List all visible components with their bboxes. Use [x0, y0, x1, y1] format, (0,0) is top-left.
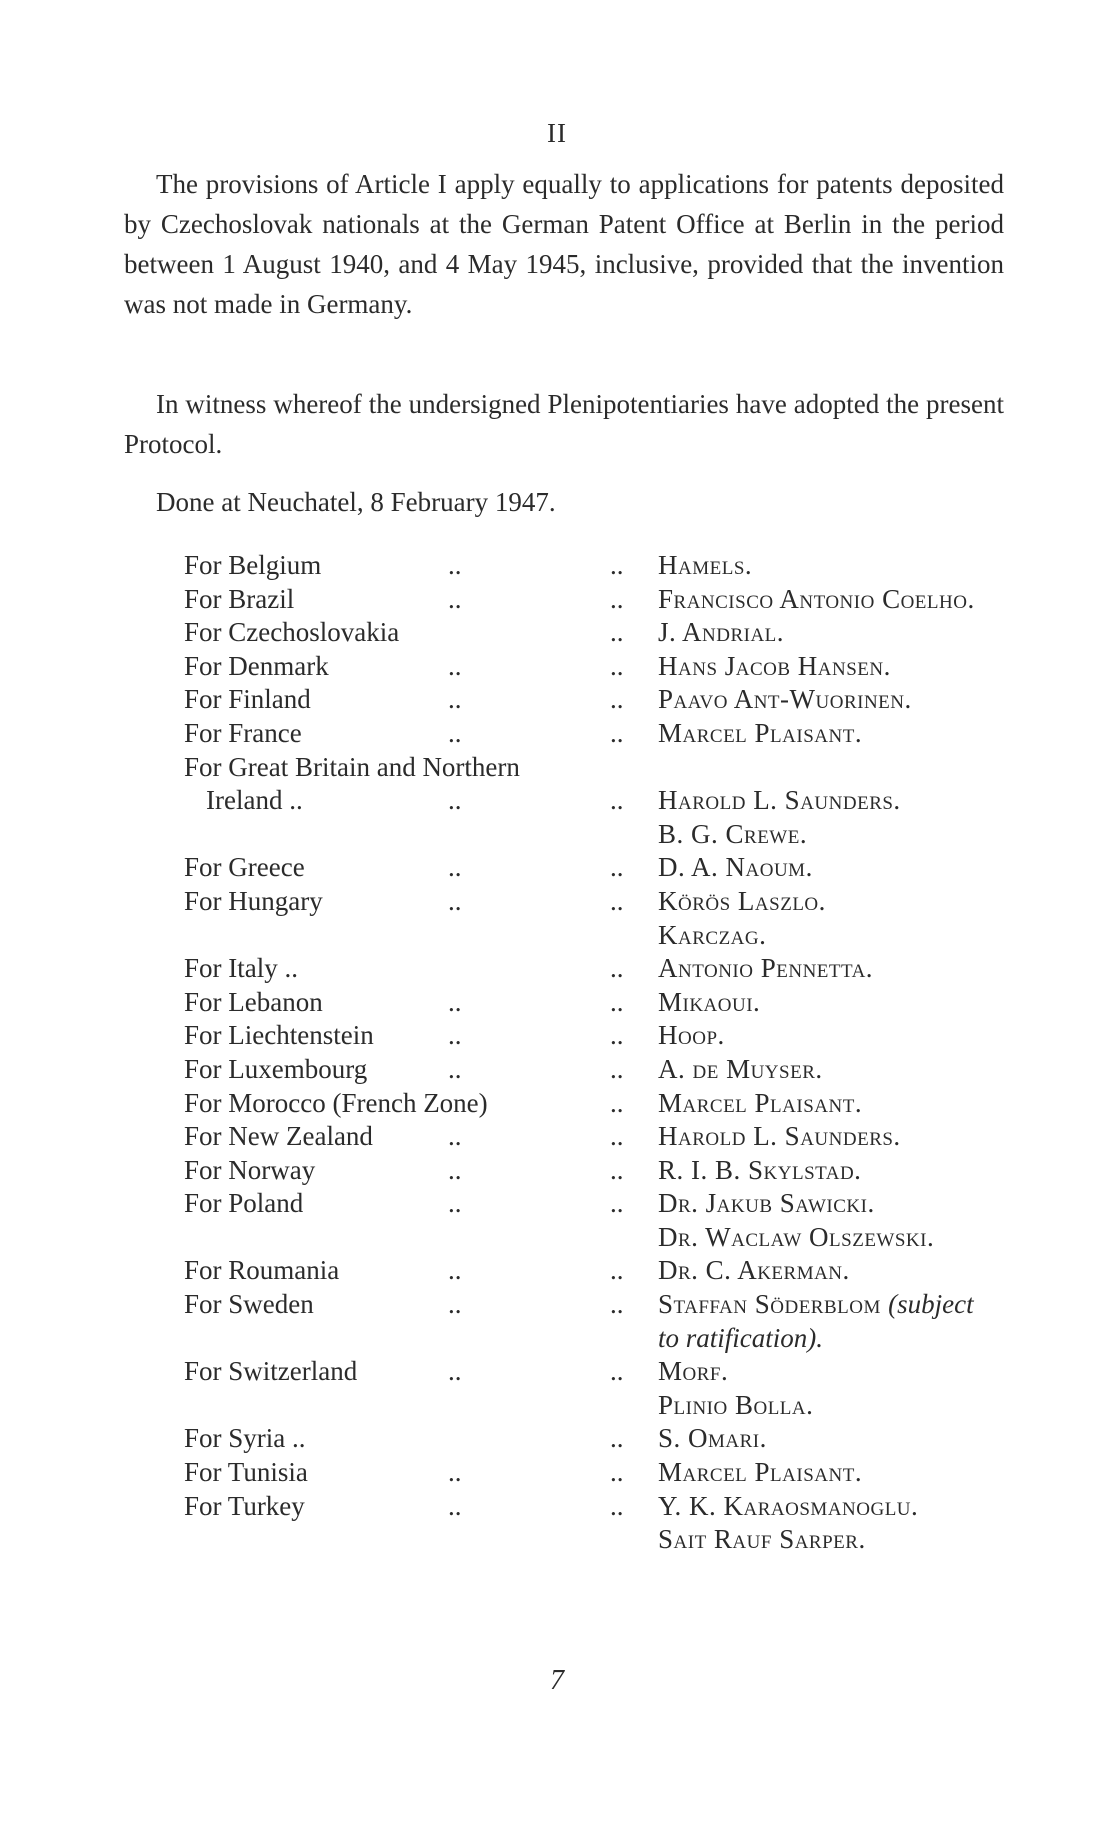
leader-dots: ..	[448, 550, 462, 580]
signatory-country	[184, 1087, 610, 1121]
leader-dots	[610, 1288, 658, 1322]
leader-dots-text: ..	[610, 617, 624, 648]
signatory-country	[184, 549, 610, 583]
signature-row	[184, 1087, 1014, 1121]
signatory-country	[184, 1355, 610, 1389]
country-name: For Luxembourg ..	[184, 1053, 610, 1087]
leader-dots: ..	[448, 1121, 462, 1152]
page-number: 7	[550, 1665, 564, 1696]
country-name: For New Zealand ..	[184, 1120, 610, 1154]
signature-row	[184, 549, 1014, 583]
leader-dots	[610, 650, 658, 684]
signer-name: Francisco Antonio Coelho.	[658, 583, 975, 614]
leader-dots: ..	[448, 1289, 462, 1320]
signature-row	[184, 1120, 1014, 1154]
signatory-country	[184, 1019, 610, 1053]
signatory-names	[658, 1254, 1014, 1288]
leader-dots: ..	[448, 684, 462, 715]
signature-row	[184, 616, 1014, 650]
signatory-country	[184, 717, 610, 751]
signatory-names	[658, 1490, 1014, 1557]
signature-row	[184, 851, 1014, 885]
leader-dots-text: ..	[610, 1121, 624, 1152]
signature-row	[184, 885, 1014, 952]
leader-dots	[610, 885, 658, 919]
signatures-list	[184, 549, 1014, 1557]
signatory-country	[184, 583, 610, 617]
country-name: For Tunisia ..	[184, 1456, 610, 1490]
signer-name: Harold L. Saunders.	[658, 1121, 901, 1152]
signature-row	[184, 583, 1014, 617]
signer-name: S. Omari.	[658, 1423, 767, 1454]
signer-name: Paavo Ant-Wuorinen.	[658, 684, 912, 715]
signature-row	[184, 1187, 1014, 1254]
signatory-names	[658, 717, 1014, 751]
country-name: For Norway ..	[184, 1154, 610, 1188]
signature-row	[184, 683, 1014, 717]
signatory-names	[658, 1187, 1014, 1254]
signatory-names	[658, 1019, 1014, 1053]
leader-dots-text: ..	[610, 1490, 624, 1521]
paragraph-done-at: Done at Neuchatel, 8 February 1947.	[156, 487, 556, 517]
country-name: For Syria ..	[184, 1423, 306, 1454]
signatory-names	[658, 1288, 1014, 1355]
leader-dots-text: ..	[610, 1188, 624, 1219]
signatory-names	[658, 583, 1014, 617]
leader-dots	[610, 1490, 658, 1524]
signatory-country	[184, 751, 610, 818]
signatory-country	[184, 1288, 610, 1322]
leader-dots	[610, 1422, 658, 1456]
leader-dots: ..	[448, 1356, 462, 1387]
leader-dots-text: ..	[610, 1087, 624, 1118]
paragraph-witness: In witness whereof the undersigned Plenipotentiaries have adopted the present Protocol.	[124, 389, 1004, 459]
signature-row	[184, 1355, 1014, 1422]
country-name: For Denmark ..	[184, 650, 610, 684]
leader-dots	[610, 1254, 658, 1288]
country-name: For Roumania ..	[184, 1254, 610, 1288]
signature-row	[184, 751, 1014, 852]
country-name: For Turkey ..	[184, 1490, 610, 1524]
signer-name: Dr. C. Akerman.	[658, 1255, 850, 1286]
leader-dots-text: ..	[610, 650, 624, 681]
signer-name: Antonio Pennetta.	[658, 953, 874, 984]
leader-dots-text: ..	[610, 684, 624, 715]
signatory-names	[658, 751, 1014, 852]
signatory-names	[658, 650, 1014, 684]
country-name: For Sweden ..	[184, 1288, 610, 1322]
country-name: For Czechoslovakia	[184, 617, 400, 648]
leader-dots: ..	[448, 583, 462, 614]
country-name: For Poland ..	[184, 1187, 610, 1221]
signer-name: J. Andrial.	[658, 617, 785, 648]
signatory-country	[184, 1187, 610, 1221]
country-name: For Belgium ..	[184, 549, 610, 583]
signatory-country	[184, 1154, 610, 1188]
leader-dots	[610, 1456, 658, 1490]
signer-name: Plinio Bolla.	[658, 1389, 814, 1420]
signature-row	[184, 1254, 1014, 1288]
signer-name: Hamels.	[658, 550, 753, 580]
leader-dots: ..	[448, 986, 462, 1017]
leader-dots-text: ..	[610, 1255, 624, 1286]
signatory-names	[658, 1355, 1014, 1422]
signatory-country	[184, 986, 610, 1020]
signer-name: Harold L. Saunders.	[658, 785, 901, 816]
signer-name: Körös Laszlo.	[658, 885, 826, 916]
signer-name: Y. K. Karaosmanoglu.	[658, 1490, 919, 1521]
signature-row	[184, 952, 1014, 986]
leader-dots-text: ..	[610, 1020, 624, 1051]
signer-name: Hans Jacob Hansen.	[658, 650, 891, 681]
leader-dots: ..	[448, 650, 462, 681]
signatory-country	[184, 1254, 610, 1288]
leader-dots	[610, 851, 658, 885]
signatory-names	[658, 616, 1014, 650]
signer-name: B. G. Crewe.	[658, 818, 808, 849]
leader-dots	[610, 1120, 658, 1154]
signer-name: D. A. Naoum.	[658, 852, 813, 883]
leader-dots: ..	[448, 852, 462, 883]
country-name: For Greece ..	[184, 851, 610, 885]
signer-name: Morf.	[658, 1356, 729, 1387]
signatory-names	[658, 1154, 1014, 1188]
leader-dots	[610, 986, 658, 1020]
leader-dots	[610, 1154, 658, 1188]
leader-dots-text: ..	[610, 785, 624, 816]
signer-name: Hoop.	[658, 1020, 725, 1051]
signatory-country	[184, 1053, 610, 1087]
signatory-country	[184, 1490, 610, 1524]
signer-name: Marcel Plaisant.	[658, 1457, 863, 1488]
leader-dots-text: ..	[610, 550, 624, 580]
leader-dots	[610, 1019, 658, 1053]
country-name: For Finland ..	[184, 683, 610, 717]
signer-name: Staffan Söderblom (subject	[658, 1289, 974, 1320]
leader-dots-text: ..	[610, 1289, 624, 1320]
signer-name: Mikaoui.	[658, 986, 761, 1017]
signature-row	[184, 1053, 1014, 1087]
signatory-country	[184, 1456, 610, 1490]
signer-name: A. de Muyser.	[658, 1053, 823, 1084]
signer-spacer	[658, 751, 1014, 785]
signature-row	[184, 1422, 1014, 1456]
leader-dots-text: ..	[610, 1423, 624, 1454]
signature-row	[184, 1288, 1014, 1355]
leader-dots	[610, 616, 658, 650]
leader-dots	[610, 583, 658, 617]
signature-row	[184, 650, 1014, 684]
leader-dots	[610, 1053, 658, 1087]
signatory-country	[184, 683, 610, 717]
signature-row	[184, 986, 1014, 1020]
paragraph-provisions: The provisions of Article I apply equally to applications for patents deposited by Czechoslovak nationals at the German Patent Office at Berlin in the period between 1 August 1940, and 4 May 1945, inclusive, provided that the invention was not made in Germany.	[124, 169, 1004, 319]
signatory-names	[658, 851, 1014, 885]
signatory-names	[658, 1053, 1014, 1087]
leader-dots: ..	[448, 1490, 462, 1521]
signatory-names	[658, 1120, 1014, 1154]
section-number: II	[547, 118, 567, 148]
country-name-line: For Great Britain and Northern	[184, 751, 520, 782]
leader-dots: ..	[448, 1255, 462, 1286]
signatory-names	[658, 1422, 1014, 1456]
leader-dots: ..	[448, 1020, 462, 1051]
signatory-country	[184, 650, 610, 684]
leader-dots-text: ..	[610, 852, 624, 883]
signer-note: (subject	[888, 1289, 974, 1320]
leader-dots: ..	[448, 1188, 462, 1219]
leader-dots-text: ..	[610, 583, 624, 614]
leader-dots-text: ..	[610, 885, 624, 916]
signatory-names	[658, 1087, 1014, 1121]
signatory-names	[658, 683, 1014, 717]
signature-row	[184, 1490, 1014, 1557]
signatory-names	[658, 986, 1014, 1020]
signer-name: R. I. B. Skylstad.	[658, 1154, 862, 1185]
leader-dots	[610, 751, 658, 818]
country-name-line: Ireland .. ..	[184, 784, 610, 818]
leader-dots-text: ..	[610, 1053, 624, 1084]
signer-note-line	[658, 1322, 1014, 1356]
leader-dots-text: ..	[610, 1154, 624, 1185]
signatory-names	[658, 885, 1014, 952]
signer-name: Dr. Waclaw Olszewski.	[658, 1221, 935, 1252]
country-name: For Liechtenstein ..	[184, 1019, 610, 1053]
country-name: For Italy ..	[184, 953, 298, 984]
signatory-names	[658, 952, 1014, 986]
leader-dots: ..	[448, 717, 462, 748]
leader-dots: ..	[448, 785, 462, 816]
leader-dots-text: ..	[610, 1457, 624, 1488]
leader-dots: ..	[448, 1154, 462, 1185]
leader-dots	[610, 1355, 658, 1389]
leader-dots-text: ..	[610, 717, 624, 748]
leader-spacer	[610, 751, 658, 785]
leader-dots-text: ..	[610, 953, 624, 984]
leader-dots: ..	[448, 1053, 462, 1084]
signature-row	[184, 1019, 1014, 1053]
signature-row	[184, 717, 1014, 751]
signer-name: Dr. Jakub Sawicki.	[658, 1188, 875, 1219]
signatory-country	[184, 1120, 610, 1154]
signatory-country	[184, 952, 610, 986]
leader-dots	[610, 1087, 658, 1121]
country-name: For Switzerland ..	[184, 1355, 610, 1389]
signatory-names	[658, 1456, 1014, 1490]
leader-dots	[610, 952, 658, 986]
signer-name: Marcel Plaisant.	[658, 1087, 863, 1118]
leader-dots-text: ..	[610, 986, 624, 1017]
signatory-country	[184, 851, 610, 885]
country-name: For Lebanon ..	[184, 986, 610, 1020]
signature-row	[184, 1154, 1014, 1188]
signatory-names	[658, 549, 1014, 583]
leader-dots-text: ..	[610, 1356, 624, 1387]
signature-row	[184, 1456, 1014, 1490]
signatory-country	[184, 1422, 610, 1456]
leader-dots	[610, 717, 658, 751]
country-name: For France ..	[184, 717, 610, 751]
signer-note: to ratification).	[658, 1322, 823, 1353]
leader-dots	[610, 683, 658, 717]
signer-name: Karczag.	[658, 919, 767, 950]
leader-dots: ..	[448, 885, 462, 916]
signatory-country	[184, 616, 610, 650]
country-name: For Morocco (French Zone)	[184, 1087, 488, 1118]
signatory-country	[184, 885, 610, 919]
leader-dots	[610, 1187, 658, 1221]
country-name: For Brazil ..	[184, 583, 610, 617]
country-name: For Hungary ..	[184, 885, 610, 919]
leader-dots: ..	[448, 1457, 462, 1488]
signer-name: Sait Rauf Sarper.	[658, 1524, 866, 1555]
leader-dots	[610, 549, 658, 583]
signer-name: Marcel Plaisant.	[658, 717, 863, 748]
